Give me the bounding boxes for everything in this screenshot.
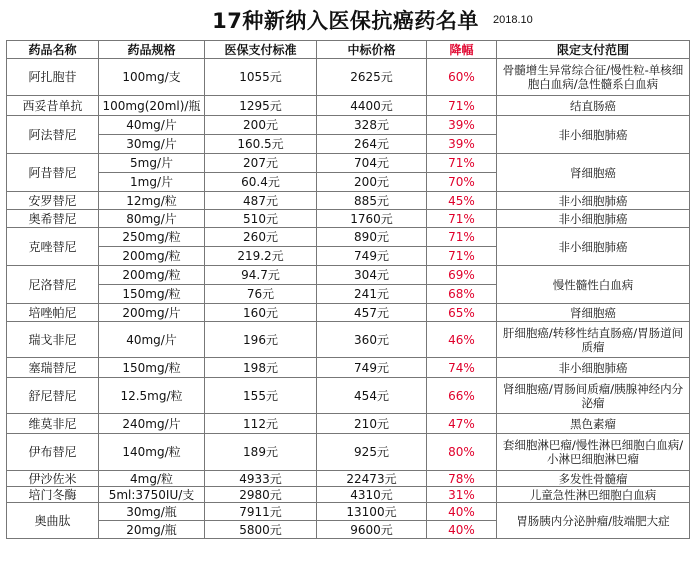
- drug-price: 885元: [317, 192, 427, 210]
- drug-standard: 1055元: [205, 59, 317, 96]
- table-row: [7, 304, 690, 322]
- header-standard: 医保支付标准: [205, 41, 317, 59]
- drug-name: 舒尼替尼: [7, 378, 99, 414]
- drug-drop: 71%: [427, 96, 497, 116]
- table-row: [7, 96, 690, 116]
- drug-name: 奥曲肽: [7, 503, 99, 539]
- drug-price: 210元: [317, 414, 427, 434]
- drug-drop: 68%: [427, 285, 497, 304]
- header-row: [7, 41, 690, 59]
- drug-spec: 100mg(20ml)/瓶: [99, 96, 205, 116]
- drug-spec: 200mg/粒: [99, 266, 205, 285]
- table-row: [7, 192, 690, 210]
- drug-spec: 12mg/粒: [99, 192, 205, 210]
- drug-price: 22473元: [317, 471, 427, 487]
- date-label: 2018.10: [493, 14, 533, 26]
- drug-price: 360元: [317, 322, 427, 358]
- drug-standard: 112元: [205, 414, 317, 434]
- drug-drop: 60%: [427, 59, 497, 96]
- header-scope: 限定支付范围: [497, 41, 690, 59]
- drug-price: 4400元: [317, 96, 427, 116]
- drug-spec: 5ml:3750IU/支: [99, 487, 205, 503]
- drug-price: 454元: [317, 378, 427, 414]
- drug-spec: 250mg/粒: [99, 228, 205, 247]
- drug-spec: 200mg/粒: [99, 247, 205, 266]
- drug-standard: 2980元: [205, 487, 317, 503]
- drug-spec: 150mg/粒: [99, 285, 205, 304]
- drug-drop: 39%: [427, 135, 497, 154]
- drug-name: 维莫非尼: [7, 414, 99, 434]
- table-row: [7, 503, 690, 521]
- drug-table: [6, 40, 690, 539]
- drug-scope: 黑色素瘤: [497, 414, 690, 434]
- drug-scope: 慢性髓性白血病: [497, 266, 690, 304]
- drug-standard: 160元: [205, 304, 317, 322]
- header-name: 药品名称: [7, 41, 99, 59]
- drug-drop: 66%: [427, 378, 497, 414]
- drug-standard: 4933元: [205, 471, 317, 487]
- drug-spec: 100mg/支: [99, 59, 205, 96]
- table-row: [7, 358, 690, 378]
- drug-price: 328元: [317, 116, 427, 135]
- table-row: [7, 322, 690, 358]
- drug-price: 304元: [317, 266, 427, 285]
- drug-standard: 196元: [205, 322, 317, 358]
- drug-standard: 189元: [205, 434, 317, 471]
- drug-scope: 多发性骨髓瘤: [497, 471, 690, 487]
- drug-price: 457元: [317, 304, 427, 322]
- drug-spec: 240mg/片: [99, 414, 205, 434]
- drug-name: 培门冬酶: [7, 487, 99, 503]
- drug-spec: 140mg/粒: [99, 434, 205, 471]
- drug-name: 瑞戈非尼: [7, 322, 99, 358]
- drug-drop: 31%: [427, 487, 497, 503]
- drug-drop: 80%: [427, 434, 497, 471]
- table-row: [7, 210, 690, 228]
- drug-drop: 40%: [427, 521, 497, 539]
- drug-price: 749元: [317, 358, 427, 378]
- drug-scope: 非小细胞肺癌: [497, 192, 690, 210]
- drug-scope: 非小细胞肺癌: [497, 116, 690, 154]
- drug-spec: 40mg/片: [99, 322, 205, 358]
- drug-standard: 198元: [205, 358, 317, 378]
- drug-scope: 非小细胞肺癌: [497, 210, 690, 228]
- drug-drop: 47%: [427, 414, 497, 434]
- drug-scope: 胃肠胰内分泌肿瘤/肢端肥大症: [497, 503, 690, 539]
- drug-name: 奥希替尼: [7, 210, 99, 228]
- drug-standard: 76元: [205, 285, 317, 304]
- drug-standard: 5800元: [205, 521, 317, 539]
- drug-price: 890元: [317, 228, 427, 247]
- drug-price: 9600元: [317, 521, 427, 539]
- drug-scope: 非小细胞肺癌: [497, 358, 690, 378]
- drug-standard: 155元: [205, 378, 317, 414]
- drug-drop: 78%: [427, 471, 497, 487]
- table-row: [7, 59, 690, 96]
- drug-drop: 71%: [427, 228, 497, 247]
- drug-price: 241元: [317, 285, 427, 304]
- drug-standard: 260元: [205, 228, 317, 247]
- drug-standard: 510元: [205, 210, 317, 228]
- table-row: [7, 228, 690, 247]
- drug-standard: 487元: [205, 192, 317, 210]
- drug-name: 阿扎胞苷: [7, 59, 99, 96]
- drug-standard: 94.7元: [205, 266, 317, 285]
- table-row: [7, 116, 690, 135]
- drug-drop: 65%: [427, 304, 497, 322]
- header-spec: 药品规格: [99, 41, 205, 59]
- drug-drop: 69%: [427, 266, 497, 285]
- drug-price: 200元: [317, 173, 427, 192]
- drug-price: 704元: [317, 154, 427, 173]
- drug-standard: 207元: [205, 154, 317, 173]
- drug-price: 13100元: [317, 503, 427, 521]
- drug-drop: 70%: [427, 173, 497, 192]
- drug-drop: 46%: [427, 322, 497, 358]
- table-row: [7, 154, 690, 173]
- drug-name: 尼洛替尼: [7, 266, 99, 304]
- drug-price: 925元: [317, 434, 427, 471]
- drug-standard: 219.2元: [205, 247, 317, 266]
- drug-spec: 20mg/瓶: [99, 521, 205, 539]
- drug-spec: 150mg/粒: [99, 358, 205, 378]
- drug-standard: 200元: [205, 116, 317, 135]
- drug-scope: 骨髓增生异常综合征/慢性粒-单核细胞白血病/急性髓系白血病: [497, 59, 690, 96]
- drug-scope: 肾细胞癌: [497, 304, 690, 322]
- table-row: [7, 434, 690, 471]
- drug-name: 克唑替尼: [7, 228, 99, 266]
- drug-drop: 40%: [427, 503, 497, 521]
- drug-scope: 肾细胞癌/胃肠间质瘤/胰腺神经内分泌瘤: [497, 378, 690, 414]
- drug-spec: 1mg/片: [99, 173, 205, 192]
- table-row: [7, 414, 690, 434]
- title-bar: [0, 0, 691, 40]
- drug-price: 4310元: [317, 487, 427, 503]
- drug-name: 伊沙佐米: [7, 471, 99, 487]
- drug-name: 培唑帕尼: [7, 304, 99, 322]
- drug-standard: 7911元: [205, 503, 317, 521]
- drug-name: 伊布替尼: [7, 434, 99, 471]
- drug-spec: 4mg/粒: [99, 471, 205, 487]
- drug-drop: 71%: [427, 154, 497, 173]
- drug-name: 阿法替尼: [7, 116, 99, 154]
- drug-name: 安罗替尼: [7, 192, 99, 210]
- header-drop: 降幅: [427, 41, 497, 59]
- drug-drop: 71%: [427, 210, 497, 228]
- drug-drop: 39%: [427, 116, 497, 135]
- drug-name: 西妥昔单抗: [7, 96, 99, 116]
- drug-scope: 套细胞淋巴瘤/慢性淋巴细胞白血病/小淋巴细胞淋巴瘤: [497, 434, 690, 471]
- drug-scope: 儿童急性淋巴细胞白血病: [497, 487, 690, 503]
- drug-price: 264元: [317, 135, 427, 154]
- drug-spec: 30mg/片: [99, 135, 205, 154]
- drug-scope: 非小细胞肺癌: [497, 228, 690, 266]
- drug-spec: 5mg/片: [99, 154, 205, 173]
- drug-drop: 45%: [427, 192, 497, 210]
- drug-standard: 1295元: [205, 96, 317, 116]
- drug-price: 749元: [317, 247, 427, 266]
- drug-name: 阿昔替尼: [7, 154, 99, 192]
- drug-drop: 74%: [427, 358, 497, 378]
- table-row: [7, 266, 690, 285]
- drug-spec: 200mg/片: [99, 304, 205, 322]
- drug-scope: 结直肠癌: [497, 96, 690, 116]
- drug-spec: 12.5mg/粒: [99, 378, 205, 414]
- table-row: [7, 471, 690, 487]
- drug-scope: 肾细胞癌: [497, 154, 690, 192]
- drug-scope: 肝细胞癌/转移性结直肠癌/胃肠道间质瘤: [497, 322, 690, 358]
- drug-standard: 60.4元: [205, 173, 317, 192]
- drug-spec: 80mg/片: [99, 210, 205, 228]
- drug-spec: 40mg/片: [99, 116, 205, 135]
- drug-price: 2625元: [317, 59, 427, 96]
- table-row: [7, 378, 690, 414]
- header-price: 中标价格: [317, 41, 427, 59]
- drug-price: 1760元: [317, 210, 427, 228]
- drug-spec: 30mg/瓶: [99, 503, 205, 521]
- page-title: 17种新纳入医保抗癌药名单: [212, 9, 479, 33]
- drug-standard: 160.5元: [205, 135, 317, 154]
- drug-name: 塞瑞替尼: [7, 358, 99, 378]
- table-row: [7, 487, 690, 503]
- drug-drop: 71%: [427, 247, 497, 266]
